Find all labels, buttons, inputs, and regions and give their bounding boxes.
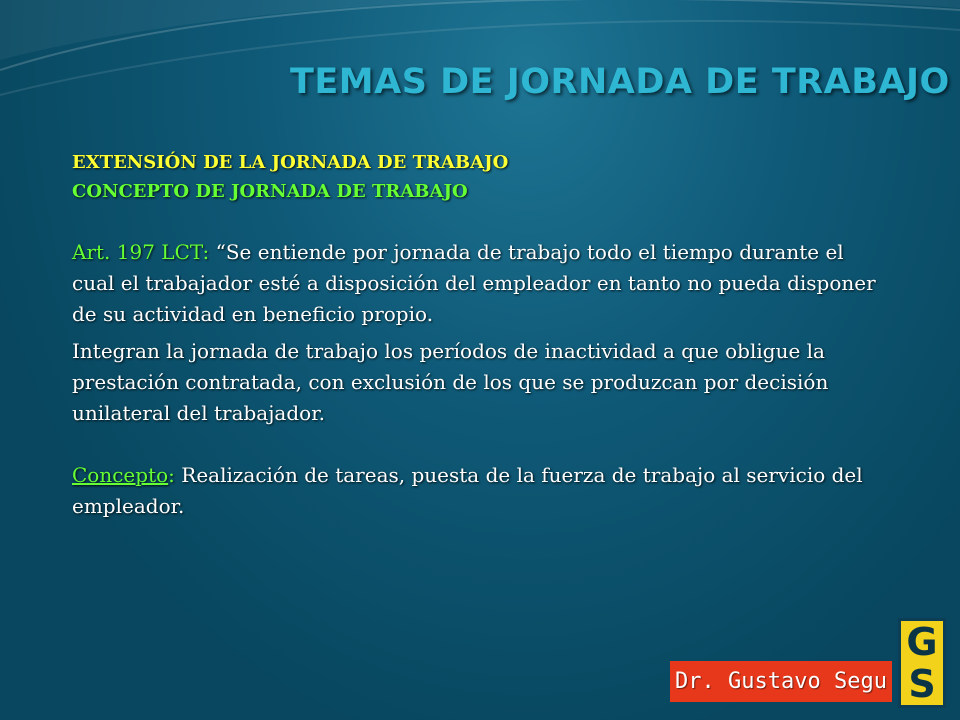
concept-colon: : xyxy=(168,463,175,487)
logo-letter-s: S xyxy=(908,662,936,706)
gs-logo xyxy=(898,618,946,708)
slide-body xyxy=(72,148,892,522)
author-signature: Dr. Gustavo Segu xyxy=(670,661,892,702)
inactivity-paragraph: Integran la jornada de trabajo los períodos de inactividad a que obligue la prestación contratada, con exclusión de los que se produzcan por decisión unilateral del trabajador. xyxy=(72,339,829,425)
heading-concept: CONCEPTO DE JORNADA DE TRABAJO xyxy=(72,181,468,202)
article-paragraph xyxy=(72,237,892,330)
slide-title: TEMAS DE JORNADA DE TRABAJO xyxy=(290,62,950,102)
logo-letter-g: G xyxy=(906,620,938,664)
article-quote: “Se entiende por jornada de trabajo todo el tiempo durante el cual el trabajador esté a disposición del empleador en tanto no pueda disponer de su actividad en beneficio propio. xyxy=(72,240,876,326)
concept-label: Concepto xyxy=(72,463,169,487)
heading-extension: EXTENSIÓN DE LA JORNADA DE TRABAJO xyxy=(72,152,509,173)
concept-paragraph xyxy=(72,460,892,522)
article-reference: Art. 197 LCT: xyxy=(72,240,210,264)
concept-text: Realización de tareas, puesta de la fuerza de trabajo al servicio del empleador. xyxy=(72,463,863,518)
